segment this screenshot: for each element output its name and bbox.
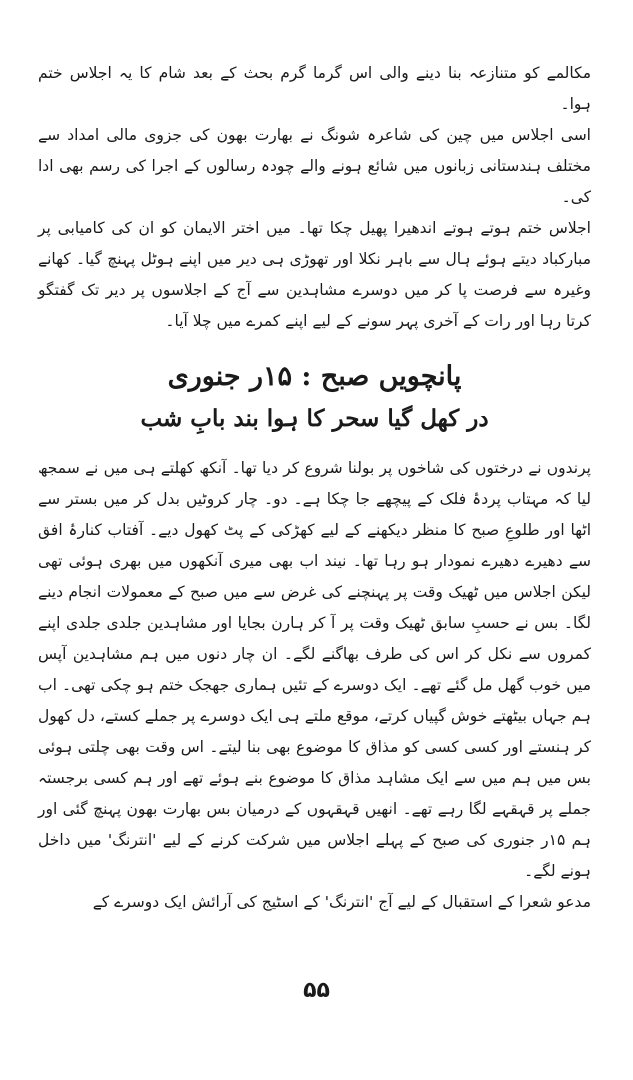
paragraph-magazine-launch: اسی اجلاس میں چین کی شاعرہ شونگ نے بھارت بھون کی جزوی مالی امداد سے مختلف ہندستانی زبانوں میں شائع ہونے والے چودہ رسالوں کے اجرا کی رسم بھی ادا کی۔ [38,126,591,206]
paragraph-evening-return: اجلاس ختم ہوتے ہوتے اندھیرا پھیل چکا تھا۔ میں اختر الایمان کو ان کی کامیابی پر مبارکباد دیتے ہوئے ہال سے باہر نکلا اور تھوڑی ہی دیر میں اپنے ہوٹل پہنچ گیا۔ کھانے وغیرہ سے فرصت پا کر میں دوسرے مشاہدین سے آج کے اجلاسوں پر دیر تک گفتگو کرتا رہا اور رات کے آخری پہر سونے کے لیے اپنے کمرے میں چلا آیا۔ [38,219,591,330]
chapter-title: پانچویں صبح : ۱۵ر جنوری [167,361,462,392]
chapter-heading [38,355,591,439]
paragraph-stage-decoration: مدعو شعرا کے استقبال کے لیے آج 'انترنگ' کے اسٹیج کی آرائش ایک دوسرے کے [92,893,591,911]
paragraph-session-end: مکالمے کو متنازعہ بنا دینے والی اس گرما گرم بحث کے بعد شام کا یہ اجلاس ختم ہوا۔ [38,64,591,113]
paragraph-morning: پرندوں نے درختوں کی شاخوں پر بولنا شروع کر دیا تھا۔ آنکھ کھلتے ہی میں نے سمجھ لیا کہ مہتاب پردۂ فلک کے پیچھے جا چکا ہے۔ دو۔ چار کروٹیں بدل کر میں بستر سے اٹھا اور طلوعِ صبح کا منظر دیکھنے کے لیے کھڑکی کے پٹ کھول دیے۔ آفتاب کنارۂ افق سے دھیرے دھیرے نمودار ہو رہا تھا۔ نیند اب بھی میری آنکھوں میں بھری ہوئی تھی لیکن اجلاس میں ٹھیک وقت پر پہنچنے کی غرض سے میں صبح کے معمولات انجام دینے لگا۔ بس نے حسبِ سابق ٹھیک وقت پر آ کر ہارن بجایا اور مشاہدین جلدی جلدی اپنے کمروں سے نکل کر اس کی طرف بھاگنے لگے۔ ان چار دنوں میں ہم مشاہدین آپس میں خوب گھل مل گئے تھے۔ ایک دوسرے کے تئیں ہماری جھجک ختم ہو چکی تھی۔ اب ہم جہاں بیٹھتے خوش گپیاں کرتے، موقع ملتے ہی ایک دوسرے پر جملے کستے، دل کھول کر ہنستے اور کسی کسی کو مذاق کا موضوع بھی بنا لیتے۔ اس وقت بھی چلتی ہوئی بس میں ہم میں سے ایک مشاہد مذاق کا موضوع بنے ہوئے تھے اور ہم کسی برجستہ جملے پر قہقہے لگا رہے تھے۔ انھیں قہقہوں کے درمیان بس بھارت بھون پہنچ گئی اور ہم ۱۵ر جنوری کی صبح کے پہلے اجلاس میں شرکت کرنے کے لیے 'انترنگ' میں داخل ہونے لگے۔ [38,459,592,880]
page-number: ۵۵ [303,978,330,1003]
chapter-subtitle: در کھل گیا سحر کا ہوا بند بابِ شب [140,405,489,432]
